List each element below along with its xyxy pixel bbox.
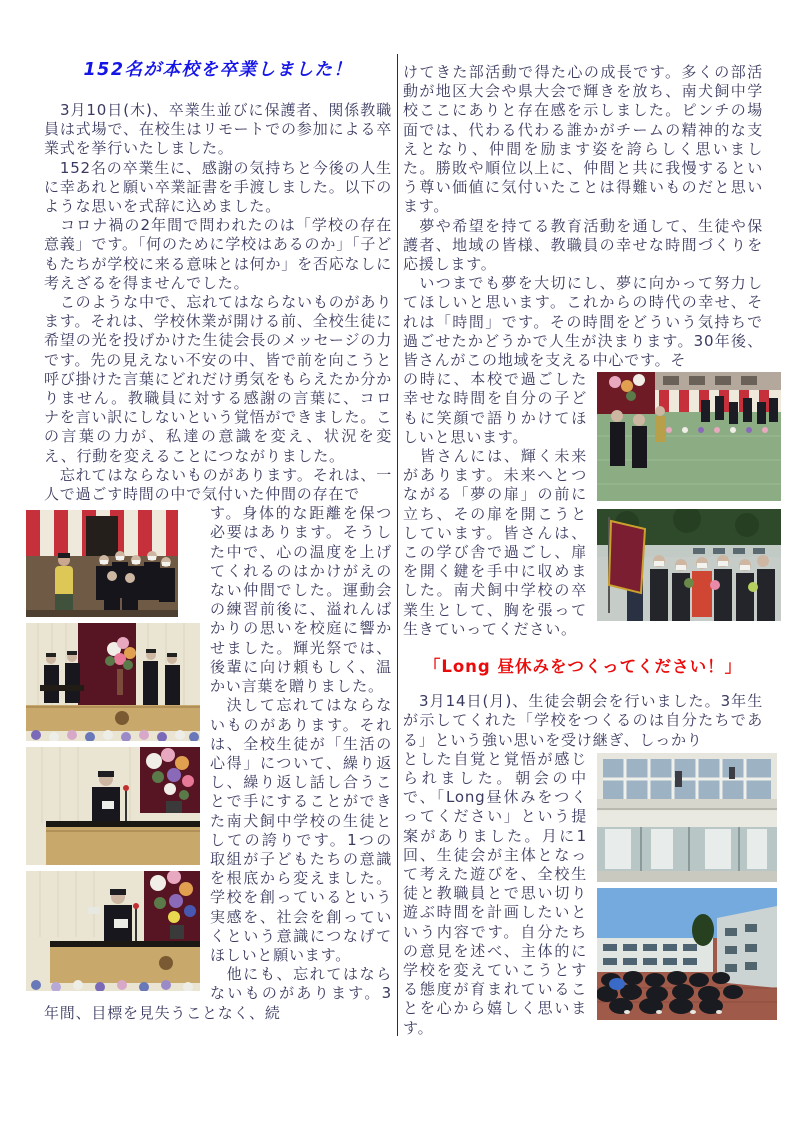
- left-column: [44, 0, 392, 1123]
- photo-recessional-flag: [597, 509, 781, 621]
- paragraph: 夢や希望を持てる教育活動を通して、生徒や保護者、地域の皆様、教職員の幸せな時間づくりを応援します。: [403, 216, 763, 274]
- photo-gym-ceremony: [597, 372, 781, 501]
- paragraph: す。身体的な距離を保つ必要はあります。そうした中で、心の温度を上げてくれるのはかけがえのない仲間でした。運動会の練習前後に、溢れんばかりの思いを校庭に響かせました。輝光祭では、後輩に向け頼もしく、温かい言葉を贈りました。: [210, 504, 392, 696]
- article2-body-part1: [403, 692, 763, 750]
- paragraph: コロナ禍の2年間で問われたのは「学校の存在意義」です。「何のために学校はあるのか」「子どもたちが学校に来る意味とは何か」を否応なしに考えざるを得ませんでした。: [44, 216, 392, 292]
- paragraph: 決して忘れてはならないものがあります。それは、全校生徒が「生活の心得」について、繰り返し、繰り返し話し合うことで手にすることができた南犬飼中学校の生徒としての誇りです。1つの取組が子どもたちの意識を根底から変えました。学校を創っているという実感を、社会を創っていくという意識につなげてほしいと願います。: [210, 696, 392, 964]
- paragraph: とした自覚と覚悟が感じられました。朝会の中で、「Long昼休みをつくってください」という提案がありました。月に1回、生徒会が主体となって考えた遊びを、全校生徒と教職員とで思い切り遊ぶ時間を計画したいという内容です。自分たちの意見を述べ、主体的に学校を変えていこうとする態度が育まれていることを心から嬉しく思います。: [403, 749, 587, 1037]
- article1-title: 152名が本校を卒業しました！: [83, 60, 353, 80]
- paragraph: このような中で、忘れてはならないものがあります。それは、学校休業が開ける前、全校生徒に希望の光を投げかけた生徒会長のメッセージの力です。先の見えない不安の中、皆で前を向こうと呼び掛けた言葉にどれだけ勇気をもらえたか分かりません。教職員に対する感謝の言葉に、コロナを言い訳にしないという覚悟ができました。この言葉の力が、私達の意識を変え、状況を変え、行動を変えることにつながりました。: [44, 293, 392, 465]
- article1-body-part1: [44, 101, 392, 504]
- photo-student-speech-1: [26, 747, 200, 865]
- photo-stack-right-2: [597, 753, 777, 1026]
- photo-student-speech-2: [26, 871, 200, 991]
- column-divider: [397, 54, 398, 1036]
- paragraph: 152名の卒業生に、感謝の気持ちと今後の人生に幸あれと願い卒業証書を手渡しました。以下のような思いを式辞に込めました。: [44, 158, 392, 216]
- photo-courtyard-assembly: [597, 888, 777, 1020]
- paragraph: いつまでも夢を大切にし、夢に向かって努力してほしいと思います。これからの時代の幸せ、それは「時間」です。その時間をどういう気持ちで過ごせたかどうかで人生が決まります。30年後、皆さんがこの地域を支える中心です。そ: [403, 274, 763, 370]
- paragraph: の時に、本校で過ごした幸せな時間を自分の子どもに笑顔で語りかけてほしいと思います。: [403, 370, 587, 446]
- paragraph: けてきた部活動で得た心の成長です。多くの部活動が地区大会や県大会で輝きを放ち、南犬飼中学校ここにありと存在感を示しました。ピンチの場面では、代わる代わる誰かがチームの精神的な支えとなり、仲間を励ます姿を誇らしく思いました。勝敗や順位以上に、仲間と共に我慢するという尊い価値に気付いたことは得難いものだと思います。: [403, 63, 763, 216]
- paragraph: 3月10日(木)、卒業生並びに保護者、関係教職員は式場で、在校生はリモートでの参加による卒業式を挙行いたしました。: [44, 101, 392, 158]
- photo-graduates-kimono: [26, 510, 178, 617]
- paragraph: 忘れてはならないものがあります。それは、一人で過ごす時間の中で気付いた仲間の存在で: [44, 465, 392, 504]
- paragraph: 皆さんには、輝く未来があります。未来へとつながる「夢の扉」の前に立ち、その扉を開こうとしています。皆さんは、この学び舎で過ごし、扉を開く鍵を手中に収めました。南犬飼中学校の卒業生として、胸を張って生きていってください。: [403, 447, 587, 638]
- right-column: [403, 0, 763, 1123]
- article2-title: 「Long 昼休みをつくってください！」: [423, 657, 743, 677]
- photo-stack-right-1: [597, 372, 781, 629]
- photo-certificate-stage: [26, 623, 200, 741]
- photo-school-building: [597, 753, 777, 882]
- photo-stack-left: [26, 510, 200, 997]
- paragraph: 他にも、忘れてはならないものがあります。3年間、目標を見失うことなく、続: [44, 965, 392, 1022]
- paragraph: 3月14日(月)、生徒会朝会を行いました。3年生が示してくれた「学校をつくるのは自分たちである」という強い思いを受け継ぎ、しっかり: [403, 692, 763, 749]
- article1-body-part3: [403, 63, 763, 370]
